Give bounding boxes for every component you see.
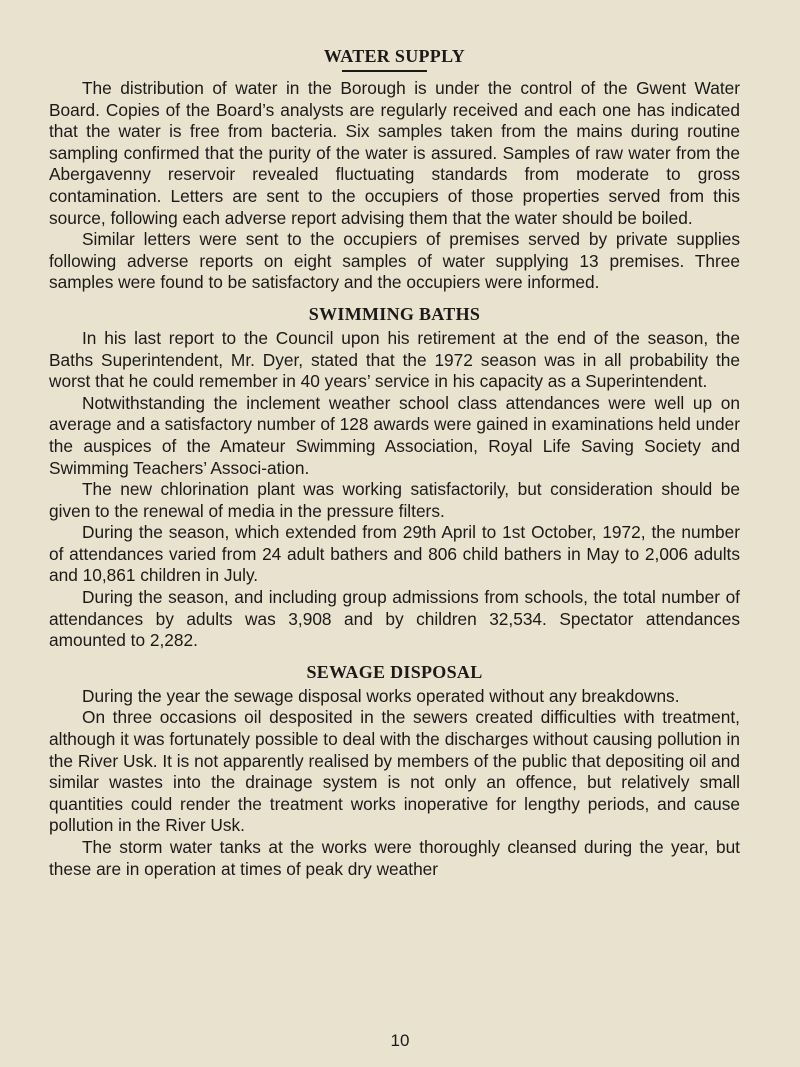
sewage-disposal-paragraph-2: On three occasions oil desposited in the sewers created difficulties with treatment, although it was fortunately possible to deal with the discharges without causing pollution in the River Usk. It is not apparently realised by members of the public that depositing oil and similar wastes into the drainage system is not only an offence, but relatively small quantities could render the treatment works inoperative for lengthy periods, and cause pollution in the River Usk. (49, 707, 740, 836)
water-supply-paragraph-2: Similar letters were sent to the occupiers of premises served by private supplies following adverse reports on eight samples of water supplying 13 premises. Three samples were found to be satisfactory and the occupiers were informed. (49, 229, 740, 293)
heading-sewage-disposal: SEWAGE DISPOSAL (306, 661, 483, 682)
water-supply-paragraph-1: The distribution of water in the Borough is under the control of the Gwent Water Board. Copies of the Board’s analysts are regularly received and each one has indicated that the water is free from bacteria. Six samples taken from the mains during routine sampling confirmed that the purity of the water is assured. Samples of raw water from the Abergavenny reservoir revealed fluctuating standards from moderate to gross contamination. Letters are sent to the occupiers of those properties served from this source, following each adverse report advising them that the water should be boiled. (49, 78, 740, 228)
swimming-baths-paragraph-1: In his last report to the Council upon his retirement at the end of the season, the Baths Superintendent, Mr. Dyer, stated that the 1972 season was in all probability the worst that he could remember in 40 years’ service in his capacity as a Superintendent. (49, 327, 740, 392)
swimming-baths-paragraph-5: During the season, and including group admissions from schools, the total number of attendances by adults was 3,908 and by children 32,534. Spectator attendances amounted to 2,282. (49, 587, 740, 651)
heading-water-supply: WATER SUPPLY (323, 46, 466, 66)
swimming-baths-paragraph-4: During the season, which extended from 29th April to 1st October, 1972, the number of attendances varied from 24 adult bathers and 806 child bathers in May to 2,006 adults and 10,861 children in July. (49, 522, 740, 586)
heading-swimming-baths: SWIMMING BATHS (308, 303, 481, 324)
swimming-baths-paragraph-2: Notwithstanding the inclement weather school class attendances were well up on average and a satisfactory number of 128 awards were gained in examinations held under the auspices of the Amateur Swimming Association, Royal Life Saving Society and Swimming Teachers’ Associ-ation. (49, 392, 740, 478)
sewage-disposal-paragraph-3: The storm water tanks at the works were thoroughly cleansed during the year, but these are in operation at times of peak dry weather (49, 837, 740, 879)
page-number: 10 (390, 1031, 410, 1050)
heading-underline (342, 70, 427, 72)
sewage-disposal-paragraph-1: During the year the sewage disposal works operated without any breakdowns. (82, 685, 680, 706)
swimming-baths-paragraph-3: The new chlorination plant was working satisfactorily, but consideration should be given to the renewal of media in the pressure filters. (49, 479, 740, 521)
